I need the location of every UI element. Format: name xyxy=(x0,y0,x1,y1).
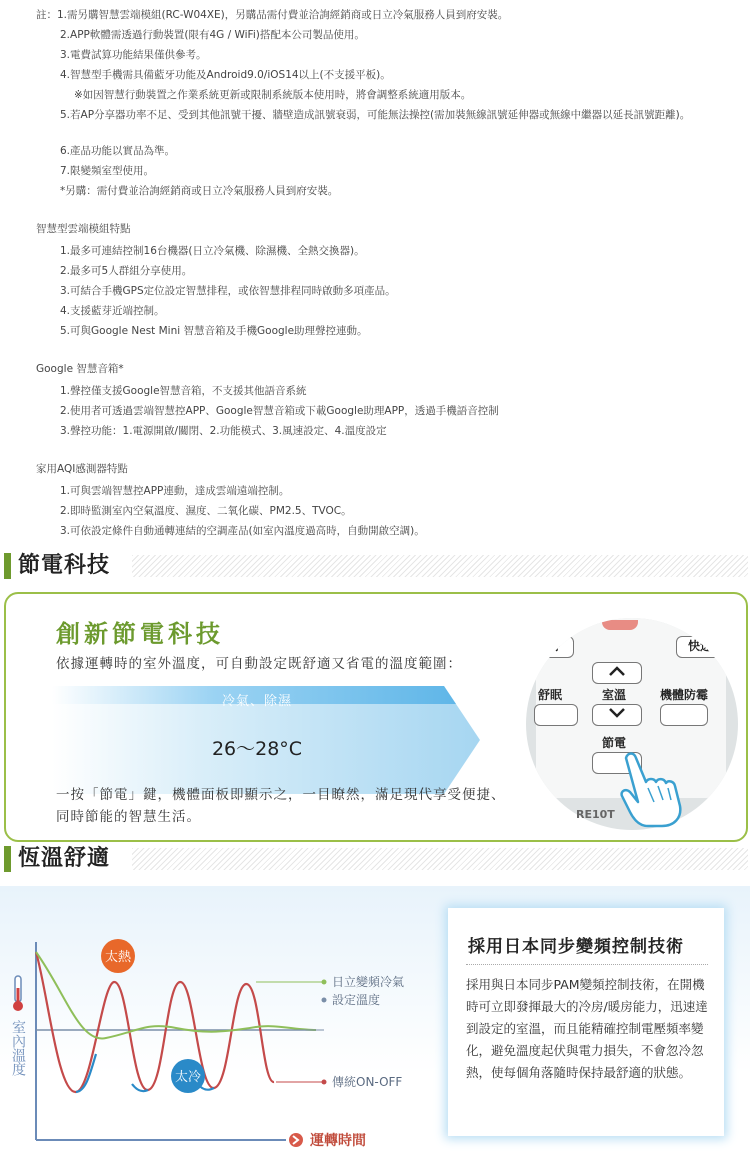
remote-illustration xyxy=(526,618,746,838)
inverter-info-card xyxy=(448,908,724,1136)
section-title: 恆溫舒適 xyxy=(18,846,111,871)
thermometer-icon xyxy=(13,976,23,1011)
smart-module-heading: 智慧型雲端模組特點 xyxy=(36,223,131,235)
eco-title: 創新節電科技 xyxy=(56,620,224,648)
temperature-chart xyxy=(6,934,430,1154)
google-item: 1.聲控僅支援Google智慧音箱，不支援其他語音系統 xyxy=(60,385,307,397)
aqi-item: 3.可依設定條件自動通轉連結的空調產品(如室內溫度過高時，自動開啟空調)。 xyxy=(60,525,425,537)
note-8: *另購：需付費並洽詢經銷商或日立冷氣服務人員到府安裝。 xyxy=(60,185,339,197)
notes-section xyxy=(36,8,742,544)
aqi-item: 1.可與雲端智慧控APP連動，達成雲端遠端控制。 xyxy=(60,485,290,497)
remote-model-text: RE10T xyxy=(576,808,615,821)
smart-module-item: 1.最多可連結控制16台機器(日立冷氣機、除濕機、全熱交換器)。 xyxy=(60,245,365,257)
pointing-hand-icon xyxy=(618,748,688,828)
y-axis-label: 室內溫度 xyxy=(10,1020,26,1076)
remote-key-down[interactable] xyxy=(592,704,642,726)
google-item: 2.使用者可透過雲端智慧控APP、Google智慧音箱或下載Google助理APP，透過手機語音控制 xyxy=(60,405,499,417)
google-item: 3.聲控功能：1.電源開啟/關閉、2.功能模式、3.風速設定、4.溫度設定 xyxy=(60,425,387,437)
comfort-section xyxy=(0,886,750,1155)
smart-module-item: 2.最多可5人群組分享使用。 xyxy=(60,265,193,277)
remote-key-fast[interactable]: 快速 xyxy=(676,636,724,658)
section-divider-stripes xyxy=(132,848,748,870)
remote-label-sleep: 舒眠 xyxy=(538,688,563,702)
hot-label: 太熱 xyxy=(104,950,132,965)
remote-key-body-mold[interactable] xyxy=(660,704,708,726)
temp-range-arrow xyxy=(52,680,482,800)
cold-label: 太冷 xyxy=(174,1070,202,1085)
x-axis-label: 運轉時間 xyxy=(310,1133,366,1149)
remote-red-key xyxy=(602,620,638,630)
section-header-comfort xyxy=(4,844,748,876)
chevron-down-icon xyxy=(607,706,627,720)
remote-key-timer[interactable]: 時 xyxy=(534,636,574,658)
remote-label-body-mold: 機體防霉 xyxy=(660,688,709,702)
card-body: 採用與日本同步PAM變頻控制技術，在開機時可立即發揮最大的冷房/暖房能力，迅速達到設定的室溫，而且能精確控制電壓頻率變化，避免溫度起伏與電力損失，不會忽冷忽熱，使每個角落隨時保持最舒適的狀態。 xyxy=(466,977,708,1080)
eco-bottom-text: 一按「節電」鍵，機體面板即顯示之，一目瞭然，滿足現代享受便捷、同時節能的智慧生活。 xyxy=(56,787,506,826)
card-title: 採用日本同步變頻控制技術 xyxy=(468,937,684,957)
google-heading: Google 智慧音箱* xyxy=(36,363,124,375)
eco-description: 依據運轉時的室外溫度，可自動設定既舒適又省電的溫度範圍： xyxy=(56,656,462,672)
note-1: 註：1.需另購智慧雲端模組(RC-W04XE)，另購品需付費並洽詢經銷商或日立冷氣服務人員到府安裝。 xyxy=(36,9,509,21)
smart-module-item: 4.支援藍芽近端控制。 xyxy=(60,305,165,317)
note-5: 5.若AP分享器功率不足、受到其他訊號干擾、牆壁造成訊號衰弱，可能無法操控(需加裝無線訊號延伸器或無線中繼器以延長訊號距離)。 xyxy=(60,109,691,121)
leader-dot xyxy=(322,980,327,985)
note-6: 6.產品功能以實品為準。 xyxy=(60,145,176,157)
aqi-heading: 家用AQI感測器特點 xyxy=(36,463,128,475)
arrow-right-icon xyxy=(289,1133,303,1147)
eco-feature-box xyxy=(4,592,748,842)
remote-key-sleep[interactable] xyxy=(534,704,578,726)
temp-range: 26～28°C xyxy=(211,738,303,760)
series-label-set-temp: 設定溫度 xyxy=(332,993,381,1007)
remote-key-up[interactable] xyxy=(592,662,642,684)
leader-dot xyxy=(322,1080,327,1085)
on-off-curve xyxy=(36,952,274,1092)
aqi-item: 2.即時監測室內空氣溫度、濕度、二氧化碳、PM2.5、TVOC。 xyxy=(60,505,352,517)
chevron-up-icon xyxy=(607,664,627,678)
card-divider xyxy=(466,964,708,965)
note-3: 3.電費試算功能結果僅供參考。 xyxy=(60,49,207,61)
leader-dot xyxy=(322,998,327,1003)
mode-label: 冷氣、除濕 xyxy=(221,694,292,709)
remote-label-eco: 節電 xyxy=(602,736,627,750)
series-label-on-off: 傳統ON-OFF xyxy=(332,1075,403,1089)
note-4: 4.智慧型手機需具備藍牙功能及Android9.0/iOS14以上(不支援平板)。 xyxy=(60,69,391,81)
note-2: 2.APP軟體需透過行動裝置(限有4G / WiFi)搭配本公司製品使用。 xyxy=(60,29,365,41)
smart-module-item: 3.可結合手機GPS定位設定智慧排程，或依智慧排程同時啟動多項產品。 xyxy=(60,285,396,297)
smart-module-item: 5.可與Google Nest Mini 智慧音箱及手機Google助理聲控連動。 xyxy=(60,325,368,337)
section-accent-bar xyxy=(4,553,11,579)
section-divider-stripes xyxy=(132,555,748,577)
series-label-inverter: 日立變頻冷氣 xyxy=(332,975,405,989)
note-7: 7.限變頻室型使用。 xyxy=(60,165,155,177)
remote-label-room-temp: 室溫 xyxy=(602,688,627,702)
section-accent-bar xyxy=(4,846,11,872)
note-4-remark: ※如因智慧行動裝置之作業系統更新或限制系統版本使用時，將會調整系統適用版本。 xyxy=(74,89,472,101)
section-header-eco xyxy=(4,551,748,583)
section-title: 節電科技 xyxy=(18,553,111,578)
inverter-curve xyxy=(36,952,316,1038)
